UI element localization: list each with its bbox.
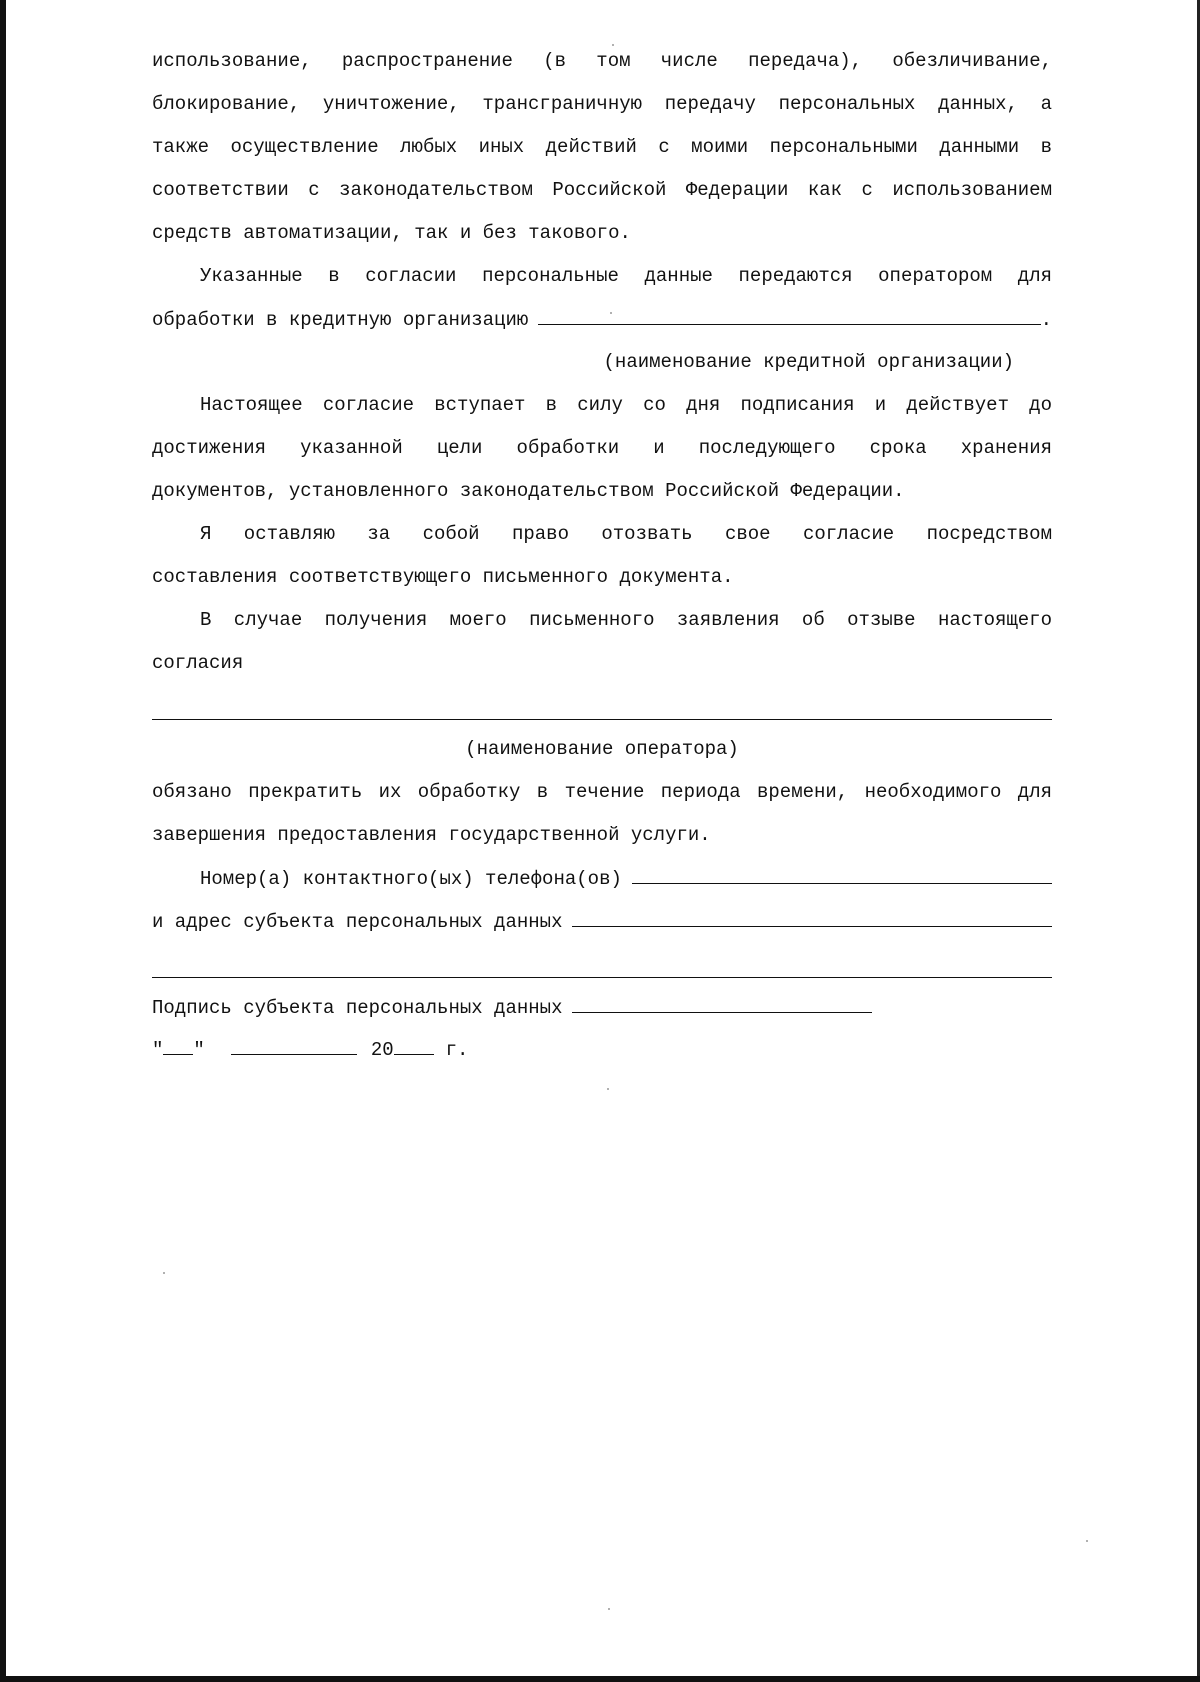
paragraph-5-line: завершения предоставления государственной услуги. <box>152 824 711 846</box>
scan-speck <box>163 1272 165 1274</box>
address-field[interactable] <box>572 900 1052 927</box>
scan-edge-bottom <box>0 1676 1200 1682</box>
credit-organization-period: . <box>1040 309 1052 331</box>
date-year-prefix: 20 <box>370 1039 394 1061</box>
date-year-field[interactable] <box>394 1032 434 1055</box>
paragraph-1-line: также осуществление любых иных действий с моими персональными данными в <box>152 136 1052 158</box>
paragraph-5-line: обязано прекратить их обработку в течение периода времени, необходимого для <box>152 781 1052 803</box>
operator-name-caption: (наименование оператора) <box>465 738 739 760</box>
scan-speck <box>607 1088 609 1090</box>
scan-speck <box>608 1608 610 1610</box>
paragraph-3-line: документов, установленного законодательством Российской Федерации. <box>152 480 905 502</box>
credit-organization-row <box>152 298 1052 341</box>
paragraph-1-line: соответствии с законодательством Российской Федерации как с использованием <box>152 179 1052 201</box>
address-row <box>152 900 1052 943</box>
paragraph-4-line: составления соответствующего письменного документа. <box>152 566 734 588</box>
scan-speck <box>612 44 614 46</box>
credit-organization-label: обработки в кредитную организацию <box>152 309 529 331</box>
date-row <box>152 1029 1052 1072</box>
scan-speck <box>1086 1540 1088 1542</box>
paragraph-1-line: использование, распространение (в том числе передача), обезличивание, <box>152 50 1052 72</box>
paragraph-1-line: блокирование, уничтожение, трансграничную передачу персональных данных, а <box>152 93 1052 115</box>
address-field-continued[interactable] <box>152 943 1052 986</box>
scan-edge-left <box>0 0 6 1682</box>
signature-field[interactable] <box>572 986 872 1013</box>
signature-row <box>152 986 1052 1029</box>
operator-name-field[interactable] <box>152 685 1052 728</box>
scan-speck <box>610 312 612 314</box>
paragraph-2-line: Указанные в согласии персональные данные передаются оператором для <box>200 265 1052 287</box>
date-open-quote: " <box>152 1039 164 1061</box>
paragraph-3-line: достижения указанной цели обработки и последующего срока хранения <box>152 437 1052 459</box>
date-day-field[interactable] <box>163 1032 193 1055</box>
paragraph-1-line: средств автоматизации, так и без такового. <box>152 222 631 244</box>
paragraph-5-line: согласия <box>152 652 244 674</box>
credit-organization-field[interactable] <box>538 298 1040 325</box>
paragraph-4-line: Я оставляю за собой право отозвать свое согласие посредством <box>200 523 1052 545</box>
date-month-field[interactable] <box>231 1032 357 1055</box>
phone-field[interactable] <box>632 857 1052 884</box>
paragraph-5-line: В случае получения моего письменного заявления об отзыве настоящего <box>200 609 1052 631</box>
phone-row <box>152 857 1052 900</box>
date-close-quote: " <box>193 1039 205 1061</box>
document-page <box>152 40 1052 1072</box>
address-label: и адрес субъекта персональных данных <box>152 911 563 933</box>
date-year-suffix: г. <box>445 1039 469 1061</box>
credit-organization-caption: (наименование кредитной организации) <box>603 351 1014 373</box>
signature-label: Подпись субъекта персональных данных <box>152 997 563 1019</box>
paragraph-3-line: Настоящее согласие вступает в силу со дня подписания и действует до <box>200 394 1052 416</box>
phone-label: Номер(а) контактного(ых) телефона(ов) <box>200 868 622 890</box>
